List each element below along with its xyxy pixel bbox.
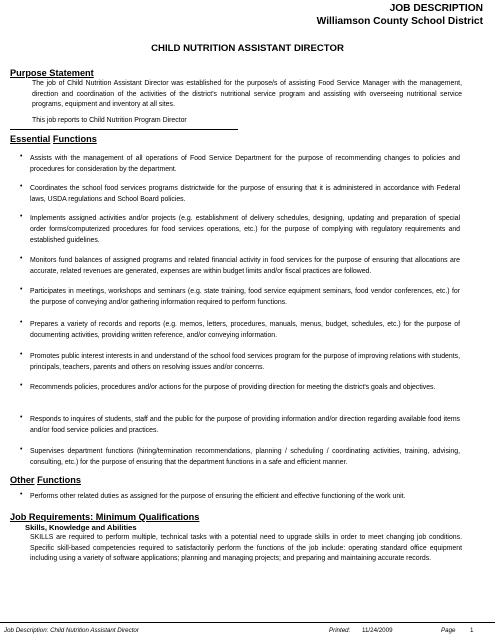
purpose-heading (10, 68, 94, 78)
essential-functions-heading (10, 134, 97, 144)
requirements-heading (10, 512, 199, 522)
reports-to-text: This job reports to Child Nutrition Program Director (32, 117, 187, 124)
essential-function-item: Monitors fund balances of assigned programs and related financial activity in food services for the purpose of ensuring that allocations are accurate, related revenues are generated, expenses are within budget limits and/or fiscal practices are followed. (30, 257, 460, 275)
bullet-icon: • (20, 351, 23, 358)
bullet-icon: • (20, 286, 23, 293)
requirements-heading-text: Job Requirements: Minimum Qualifications (10, 512, 200, 522)
footer-printed-date: 11/24/2009 (362, 627, 393, 634)
essential-function-item: Participates in meetings, workshops and seminars (e.g. state training, food service equipment seminars, food vendor conferences, etc.) for the purpose of conveying and/or gathering information required to perform functions. (30, 288, 460, 306)
essential-function-item: Supervises department functions (hiring/termination recommendations, planning / scheduling / coordinating activities, training, advising, consulting, etc.) for the purpose of ensuring that the department functions in a safe and efficient manner. (30, 448, 460, 466)
bullet-icon: • (20, 183, 23, 190)
footer-page-number: 1 (470, 627, 474, 634)
bullet-icon: • (20, 213, 23, 220)
footer-printed-label: Printed: (329, 627, 351, 634)
other-heading-word-2: Functions (37, 475, 81, 485)
essential-function-item: Prepares a variety of records and reports (e.g. memos, letters, procedures, manuals, menus, budget, schedules, etc.) for the purpose of documenting activities, providing written reference, and/or conveying information. (30, 321, 460, 339)
bullet-icon: • (20, 153, 23, 160)
bullet-icon: • (20, 446, 23, 453)
section-divider (10, 129, 238, 130)
header-line-2: Williamson County School District (316, 16, 483, 27)
essential-heading-word-2: Functions (52, 134, 97, 144)
skills-text: SKILLS are required to perform multiple, technical tasks with a potential need to upgrade skills in order to meet changing job conditions. Specific skill-based competencies required to satisfactorily perform the functions of the job include: operating standard office equipment including using a variety of software applications; planning and managing projects; and preparing and maintaining accurate records. (30, 534, 462, 563)
purpose-heading-text: Purpose Statement (10, 68, 94, 78)
other-functions-heading (10, 475, 81, 485)
other-function-item: Performs other related duties as assigned for the purpose of ensuring the efficient and effective functioning of the work unit. (30, 493, 406, 500)
footer-divider (0, 622, 495, 623)
essential-function-item: Promotes public interest interests in and understand of the school food services program for the purpose of improving relations with students, principals, teachers, parents and others on resolving issues and/or concerns. (30, 353, 460, 371)
bullet-icon: • (20, 255, 23, 262)
page-footer (0, 627, 495, 638)
essential-function-item: Coordinates the school food services programs districtwide for the purpose of ensuring that it is administered in accordance with Federal laws, USDA regulations and School Board policies. (30, 185, 460, 203)
bullet-icon: • (20, 382, 23, 389)
document-header (317, 2, 483, 28)
header-line-1: JOB DESCRIPTION (389, 3, 483, 14)
purpose-text: The job of Child Nutrition Assistant Director was established for the purpose/s of assisting Food Service Manager with the management, direction and coordination of the activities of the district's nutritional service program and assisting with overseeing nutritional service programs, equipment and inventory at all sites. (32, 80, 462, 108)
document-title: CHILD NUTRITION ASSISTANT DIRECTOR (151, 43, 344, 54)
bullet-icon: • (20, 491, 23, 498)
essential-function-item: Recommends policies, procedures and/or actions for the purpose of providing direction for meeting the district's goals and objectives. (30, 384, 436, 391)
essential-function-item: Assists with the management of all operations of Food Service Department for the purpose of recommending changes to policies and procedures for consideration by the department. (30, 155, 460, 173)
essential-function-item: Responds to inquires of students, staff and the public for the purpose of providing information and/or direction regarding available food items and/or food service policies and practices. (30, 416, 460, 434)
essential-heading-word-1: Essential (10, 134, 51, 144)
skills-subheading: Skills, Knowledge and Abilities (25, 523, 137, 532)
other-heading-word-1: Other (10, 475, 35, 485)
essential-function-item: Implements assigned activities and/or projects (e.g. establishment of delivery schedules, designing, updating and preparation of special order forms/computerized procedures for food services operations, etc.) for the purpose of complying with regulatory requirements and established guidelines. (30, 215, 460, 244)
bullet-icon: • (20, 319, 23, 326)
bullet-icon: • (20, 414, 23, 421)
footer-page-label: Page (441, 627, 456, 634)
footer-job-description: Job Description: Child Nutrition Assistant Director (4, 627, 139, 634)
